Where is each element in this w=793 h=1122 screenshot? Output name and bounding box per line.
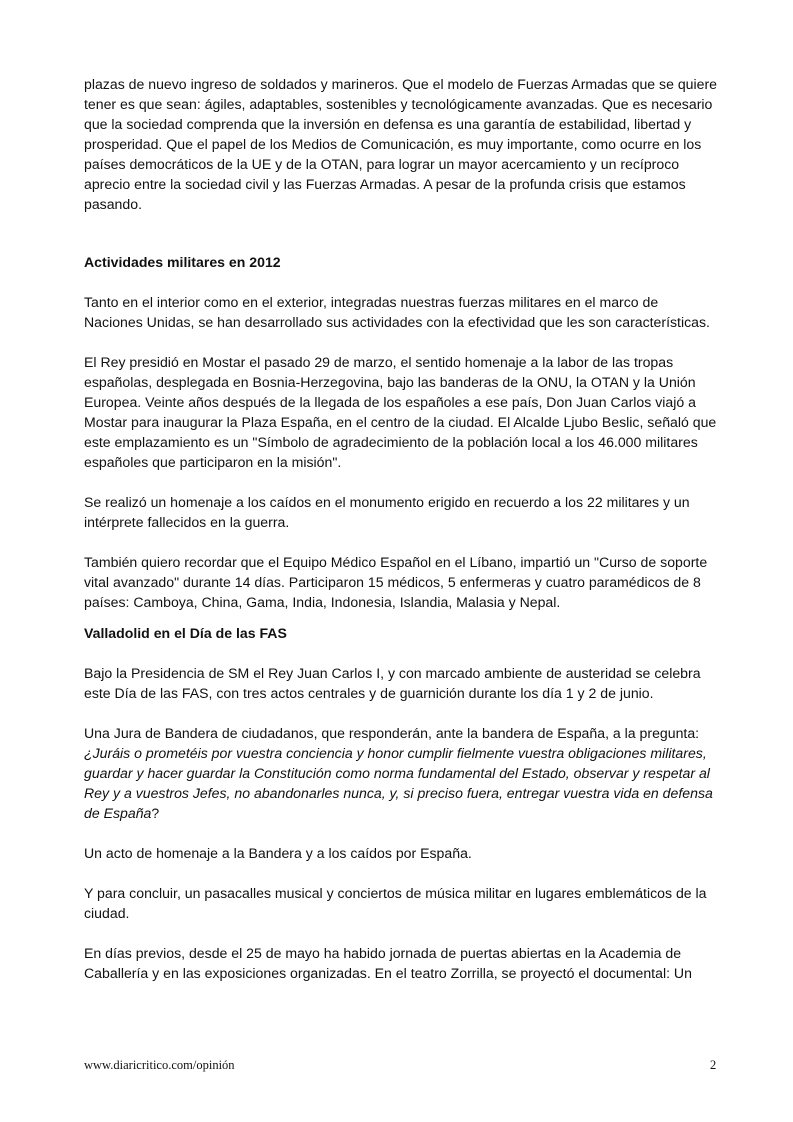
document-body [84, 74, 720, 1003]
oath-lead-text: Una Jura de Bandera de ciudadanos, que responderán, ante la bandera de España, a la pregunta: [84, 725, 700, 741]
oath-question: ¿Juráis o prometéis por vuestra conciencia y honor cumplir fielmente vuestra obligaciones militares, guardar y hacer guardar la Constitución como norma fundamental del Estado, observar y respetar al Rey y a vuestros Jefes, no abandonarles nunca, y, si preciso fuera, entregar vuestra vida en defensa de España [84, 745, 713, 821]
paragraph: Tanto en el interior como en el exterior, integradas nuestras fuerzas militares en el marco de Naciones Unidas, se han desarrollado sus actividades con la efectividad que les son características. [84, 294, 710, 330]
oath-end-text: ? [151, 805, 160, 821]
paragraph: Se realizó un homenaje a los caídos en el monumento erigido en recuerdo a los 22 militares y un intérprete fallecidos en la guerra. [84, 494, 690, 530]
paragraph: Y para concluir, un pasacalles musical y conciertos de música militar en lugares emblemáticos de la ciudad. [84, 885, 707, 921]
oath-paragraph [84, 723, 720, 823]
page-number: 2 [710, 1058, 717, 1072]
paragraph: plazas de nuevo ingreso de soldados y marineros. Que el modelo de Fuerzas Armadas que se quiere tener es que sean: ágiles, adaptables, sostenibles y tecnológicamente avanzadas. Que es necesario que la sociedad comprenda que la inversión en defensa es una garantía de estabilidad, libertad y prosperidad. Que el papel de los Medios de Comunicación, es muy importante, como ocurre en los países democráticos de la UE y de la OTAN, para lograr un mayor acercamiento y un recíproco aprecio entre la sociedad civil y las Fuerzas Armadas. A pesar de la profunda crisis que estamos pasando. [84, 76, 718, 212]
section-heading: Valladolid en el Día de las FAS [84, 625, 287, 641]
paragraph: También quiero recordar que el Equipo Médico Español en el Líbano, impartió un "Curso de soporte vital avanzado" durante 14 días. Participaron 15 médicos, 5 enfermeras y cuatro paramédicos de 8 países: Camboya, China, Gama, India, Indonesia, Islandia, Malasia y Nepal. [84, 554, 708, 610]
paragraph: En días previos, desde el 25 de mayo ha habido jornada de puertas abiertas en la Academia de Caballería y en las exposiciones organizadas. En el teatro Zorrilla, se proyectó el documental: Un [84, 945, 692, 981]
paragraph: Un acto de homenaje a la Bandera y a los caídos por España. [84, 845, 472, 861]
section-heading: Actividades militares en 2012 [84, 254, 281, 270]
paragraph: El Rey presidió en Mostar el pasado 29 de marzo, el sentido homenaje a la labor de las tropas españolas, desplegada en Bosnia-Herzegovina, bajo las banderas de la ONU, la OTAN y la Unión Europea. Veinte años después de la llegada de los españoles a ese país, Don Juan Carlos viajó a Mostar para inaugurar la Plaza España, en el centro de la ciudad. El Alcalde Ljubo Beslic, señaló que este emplazamiento es un "Símbolo de agradecimiento de la población local a los 46.000 militares españoles que participaron en la misión". [84, 354, 717, 470]
footer-url: www.diaricritico.com/opinión [84, 1058, 235, 1072]
paragraph: Bajo la Presidencia de SM el Rey Juan Carlos I, y con marcado ambiente de austeridad se celebra este Día de las FAS, con tres actos centrales y de guarnición durante los día 1 y 2 de junio. [84, 665, 701, 701]
